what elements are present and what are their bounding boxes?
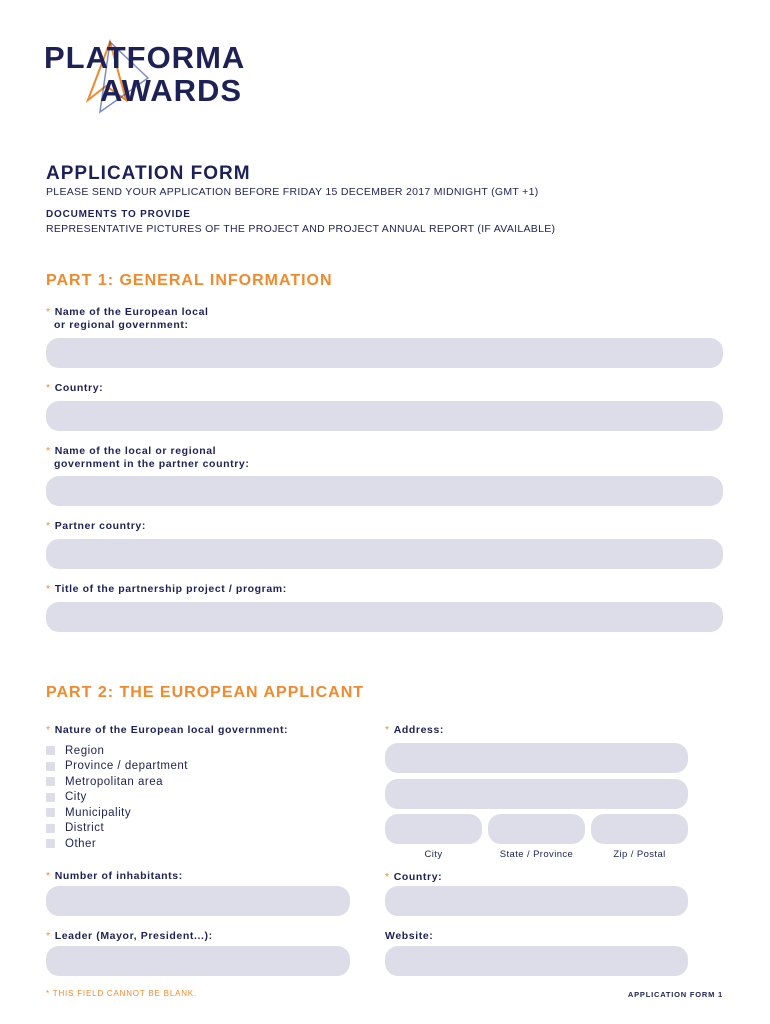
option-municipality[interactable]: Municipality bbox=[46, 805, 188, 821]
zip-label: Zip / Postal bbox=[613, 849, 666, 860]
european-government-label: * Name of the European local or regional government: bbox=[46, 306, 209, 331]
website-label: Website: bbox=[385, 930, 434, 942]
option-province[interactable]: Province / department bbox=[46, 759, 188, 775]
country-label: * Country: bbox=[46, 382, 104, 394]
documents-heading: DOCUMENTS TO PROVIDE bbox=[46, 209, 191, 220]
platforma-awards-logo bbox=[44, 38, 274, 116]
address-line2-field[interactable] bbox=[385, 779, 688, 809]
city-label: City bbox=[424, 849, 443, 860]
nature-options bbox=[46, 743, 188, 852]
leader-field[interactable] bbox=[46, 946, 350, 976]
state-label: State / Province bbox=[499, 849, 574, 860]
logo-mark bbox=[44, 38, 274, 116]
inhabitants-label: * Number of inhabitants: bbox=[46, 870, 183, 882]
partner-country-label: * Partner country: bbox=[46, 520, 146, 532]
partner-country-field[interactable] bbox=[46, 539, 723, 569]
logo-line2: AWARDS bbox=[100, 73, 243, 108]
part1-heading: PART 1: GENERAL INFORMATION bbox=[46, 272, 333, 289]
city-field[interactable] bbox=[385, 814, 482, 844]
checkbox[interactable] bbox=[46, 839, 55, 848]
page-reference: APPLICATION FORM 1 bbox=[627, 990, 723, 999]
option-other[interactable]: Other bbox=[46, 836, 188, 852]
european-government-field[interactable] bbox=[46, 338, 723, 368]
applicant-country-field[interactable] bbox=[385, 886, 688, 916]
checkbox[interactable] bbox=[46, 777, 55, 786]
address-line1-field[interactable] bbox=[385, 743, 688, 773]
project-title-field[interactable] bbox=[46, 602, 723, 632]
documents-text: REPRESENTATIVE PICTURES OF THE PROJECT AND PROJECT ANNUAL REPORT (IF AVAILABLE) bbox=[46, 223, 556, 235]
option-city[interactable]: City bbox=[46, 790, 188, 806]
checkbox[interactable] bbox=[46, 762, 55, 771]
website-field[interactable] bbox=[385, 946, 688, 976]
checkbox[interactable] bbox=[46, 793, 55, 802]
applicant-country-label: * Country: bbox=[385, 871, 443, 883]
country-field[interactable] bbox=[46, 401, 723, 431]
zip-field[interactable] bbox=[591, 814, 688, 844]
option-region[interactable]: Region bbox=[46, 743, 188, 759]
leader-label: * Leader (Mayor, President...): bbox=[46, 930, 213, 942]
nature-label: * Nature of the European local government: bbox=[46, 724, 289, 736]
inhabitants-field[interactable] bbox=[46, 886, 350, 916]
project-title-label: * Title of the partnership project / program: bbox=[46, 583, 287, 595]
partner-government-label: * Name of the local or regional government in the partner country: bbox=[46, 445, 250, 470]
page-title: APPLICATION FORM bbox=[46, 163, 251, 184]
checkbox[interactable] bbox=[46, 824, 55, 833]
required-note: * THIS FIELD CANNOT BE BLANK. bbox=[46, 989, 197, 998]
option-metropolitan[interactable]: Metropolitan area bbox=[46, 774, 188, 790]
option-district[interactable]: District bbox=[46, 821, 188, 837]
deadline-text: PLEASE SEND YOUR APPLICATION BEFORE FRIDAY 15 DECEMBER 2017 MIDNIGHT (GMT +1) bbox=[46, 186, 539, 198]
checkbox[interactable] bbox=[46, 808, 55, 817]
part2-heading: PART 2: THE EUROPEAN APPLICANT bbox=[46, 684, 365, 701]
address-label: * Address: bbox=[385, 724, 444, 736]
logo-line1: PLATFORMA bbox=[44, 40, 246, 75]
checkbox[interactable] bbox=[46, 746, 55, 755]
partner-government-field[interactable] bbox=[46, 476, 723, 506]
state-field[interactable] bbox=[488, 814, 585, 844]
